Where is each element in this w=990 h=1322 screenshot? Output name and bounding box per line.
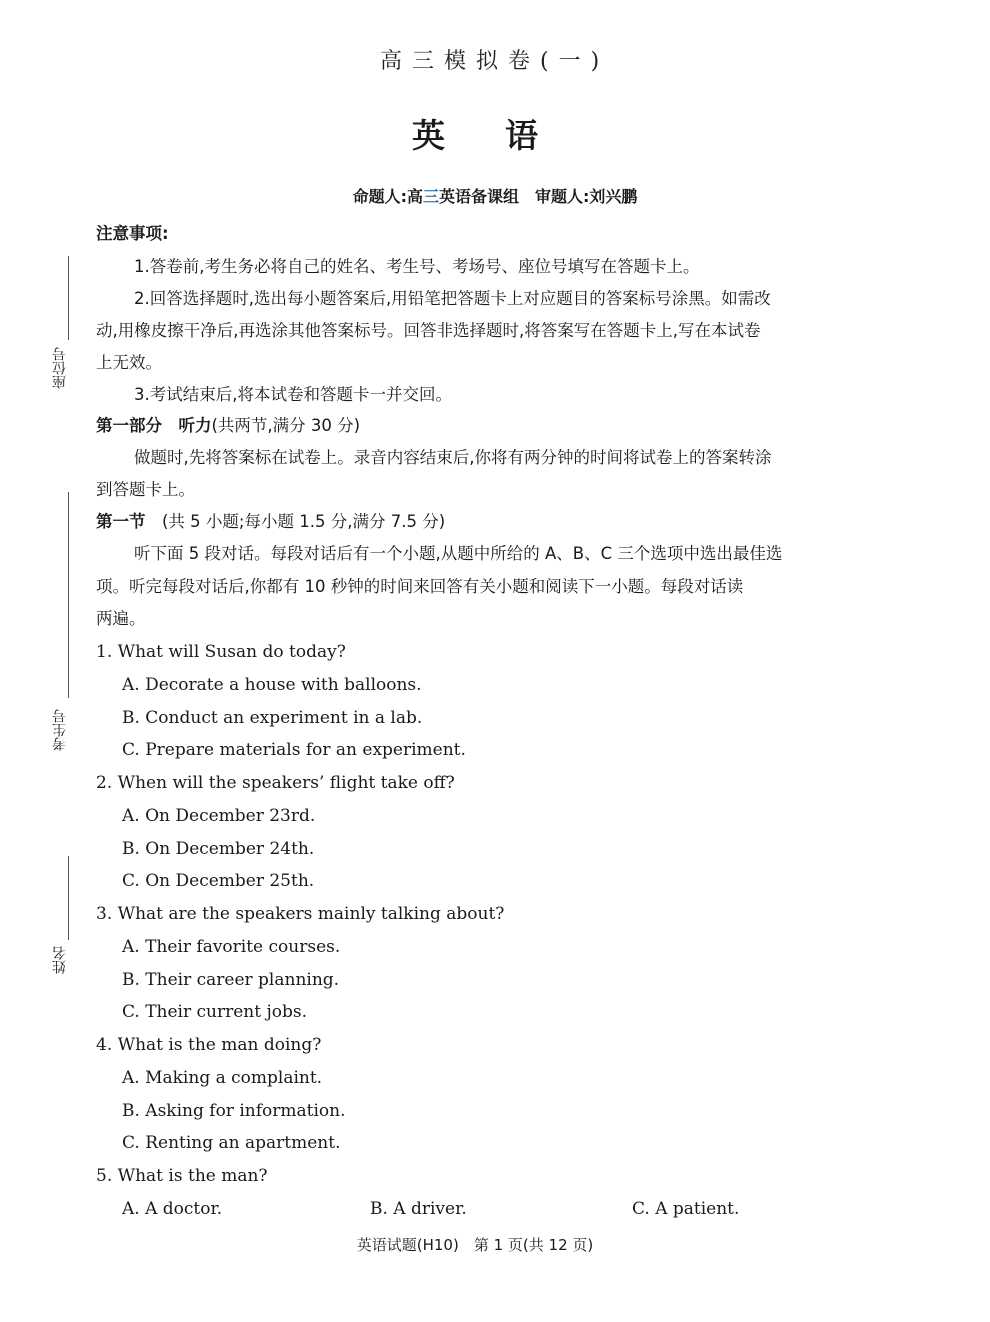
section1-heading (96, 510, 896, 534)
part1-title: 第一部分 听力 (96, 416, 212, 435)
question-2-option-a: A. On December 23rd. (122, 806, 316, 826)
authors-line (0, 184, 990, 207)
question-2-option-b: B. On December 24th. (122, 839, 315, 859)
question-4-option-a: A. Making a complaint. (122, 1068, 323, 1088)
notes-item-3: 3.考试结束后,将本试卷和答题卡一并交回。 (134, 385, 452, 404)
question-4-option-c: C. Renting an apartment. (122, 1133, 341, 1153)
question-3-option-b: B. Their career planning. (122, 970, 340, 990)
side-line-exam-no (68, 492, 69, 698)
question-1-option-a: A. Decorate a house with balloons. (122, 675, 422, 695)
part1-intro-line-1: 做题时,先将答案标在试卷上。录音内容结束后,你将有两分钟的时间将试卷上的答案转涂 (134, 448, 772, 467)
notes-item-1: 1.答卷前,考生务必将自己的姓名、考生号、考场号、座位号填写在答题卡上。 (134, 257, 700, 276)
question-5-option-c: C. A patient. (632, 1199, 740, 1219)
question-3-option-c: C. Their current jobs. (122, 1002, 308, 1022)
part1-note: (共两节,满分 30 分) (211, 416, 361, 435)
cut-off-header: 高三模拟卷(一) (380, 49, 610, 74)
notes-item-2-line-1: 2.回答选择题时,选出每小题答案后,用铅笔把答题卡上对应题目的答案标号涂黑。如需改 (134, 289, 771, 308)
question-5-option-b: B. A driver. (370, 1199, 467, 1219)
authors-accent: 三 (422, 187, 439, 206)
side-label-exam-no: 考生号 (52, 709, 68, 751)
side-label-name: 姓名 (52, 946, 68, 974)
question-1-option-b: B. Conduct an experiment in a lab. (122, 708, 423, 728)
authors-suffix: 英语备课组 审题人:刘兴鹏 (439, 187, 638, 206)
side-line-seat (68, 256, 69, 340)
question-4-option-b: B. Asking for information. (122, 1101, 346, 1121)
question-1: 1. What will Susan do today? (96, 642, 346, 662)
notes-item-2-line-3: 上无效。 (96, 353, 162, 372)
question-2-option-c: C. On December 25th. (122, 871, 315, 891)
authors-prefix: 命题人:高 (352, 187, 423, 206)
question-5-option-a: A. A doctor. (122, 1199, 223, 1219)
question-5: 5. What is the man? (96, 1166, 268, 1186)
section1-intro-line-2: 项。听完每段对话后,你都有 10 秒钟的时间来回答有关小题和阅读下一小题。每段对话读 (96, 577, 744, 596)
side-label-seat: 座位号 (52, 347, 68, 389)
part1-intro-line-2: 到答题卡上。 (96, 480, 195, 499)
section1-note: (共 5 小题;每小题 1.5 分,满分 7.5 分) (162, 512, 446, 531)
section1-intro-line-1: 听下面 5 段对话。每段对话后有一个小题,从题中所给的 A、B、C 三个选项中选出最佳选 (134, 544, 783, 563)
notes-heading: 注意事项: (96, 224, 169, 243)
section1-title: 第一节 (96, 512, 146, 531)
section1-intro-line-3: 两遍。 (96, 609, 146, 628)
part1-heading (96, 414, 896, 438)
question-4: 4. What is the man doing? (96, 1035, 322, 1055)
question-2: 2. When will the speakers’ flight take off? (96, 773, 455, 793)
question-1-option-c: C. Prepare materials for an experiment. (122, 740, 466, 760)
question-3: 3. What are the speakers mainly talking about? (96, 904, 505, 924)
question-3-option-a: A. Their favorite courses. (122, 937, 341, 957)
page-title: 英语 (412, 116, 598, 155)
notes-item-2-line-2: 动,用橡皮擦干净后,再选涂其他答案标号。回答非选择题时,将答案写在答题卡上,写在本试卷 (96, 321, 761, 340)
side-line-name (68, 856, 69, 940)
page-footer: 英语试题(H10) 第 1 页(共 12 页) (356, 1236, 594, 1254)
